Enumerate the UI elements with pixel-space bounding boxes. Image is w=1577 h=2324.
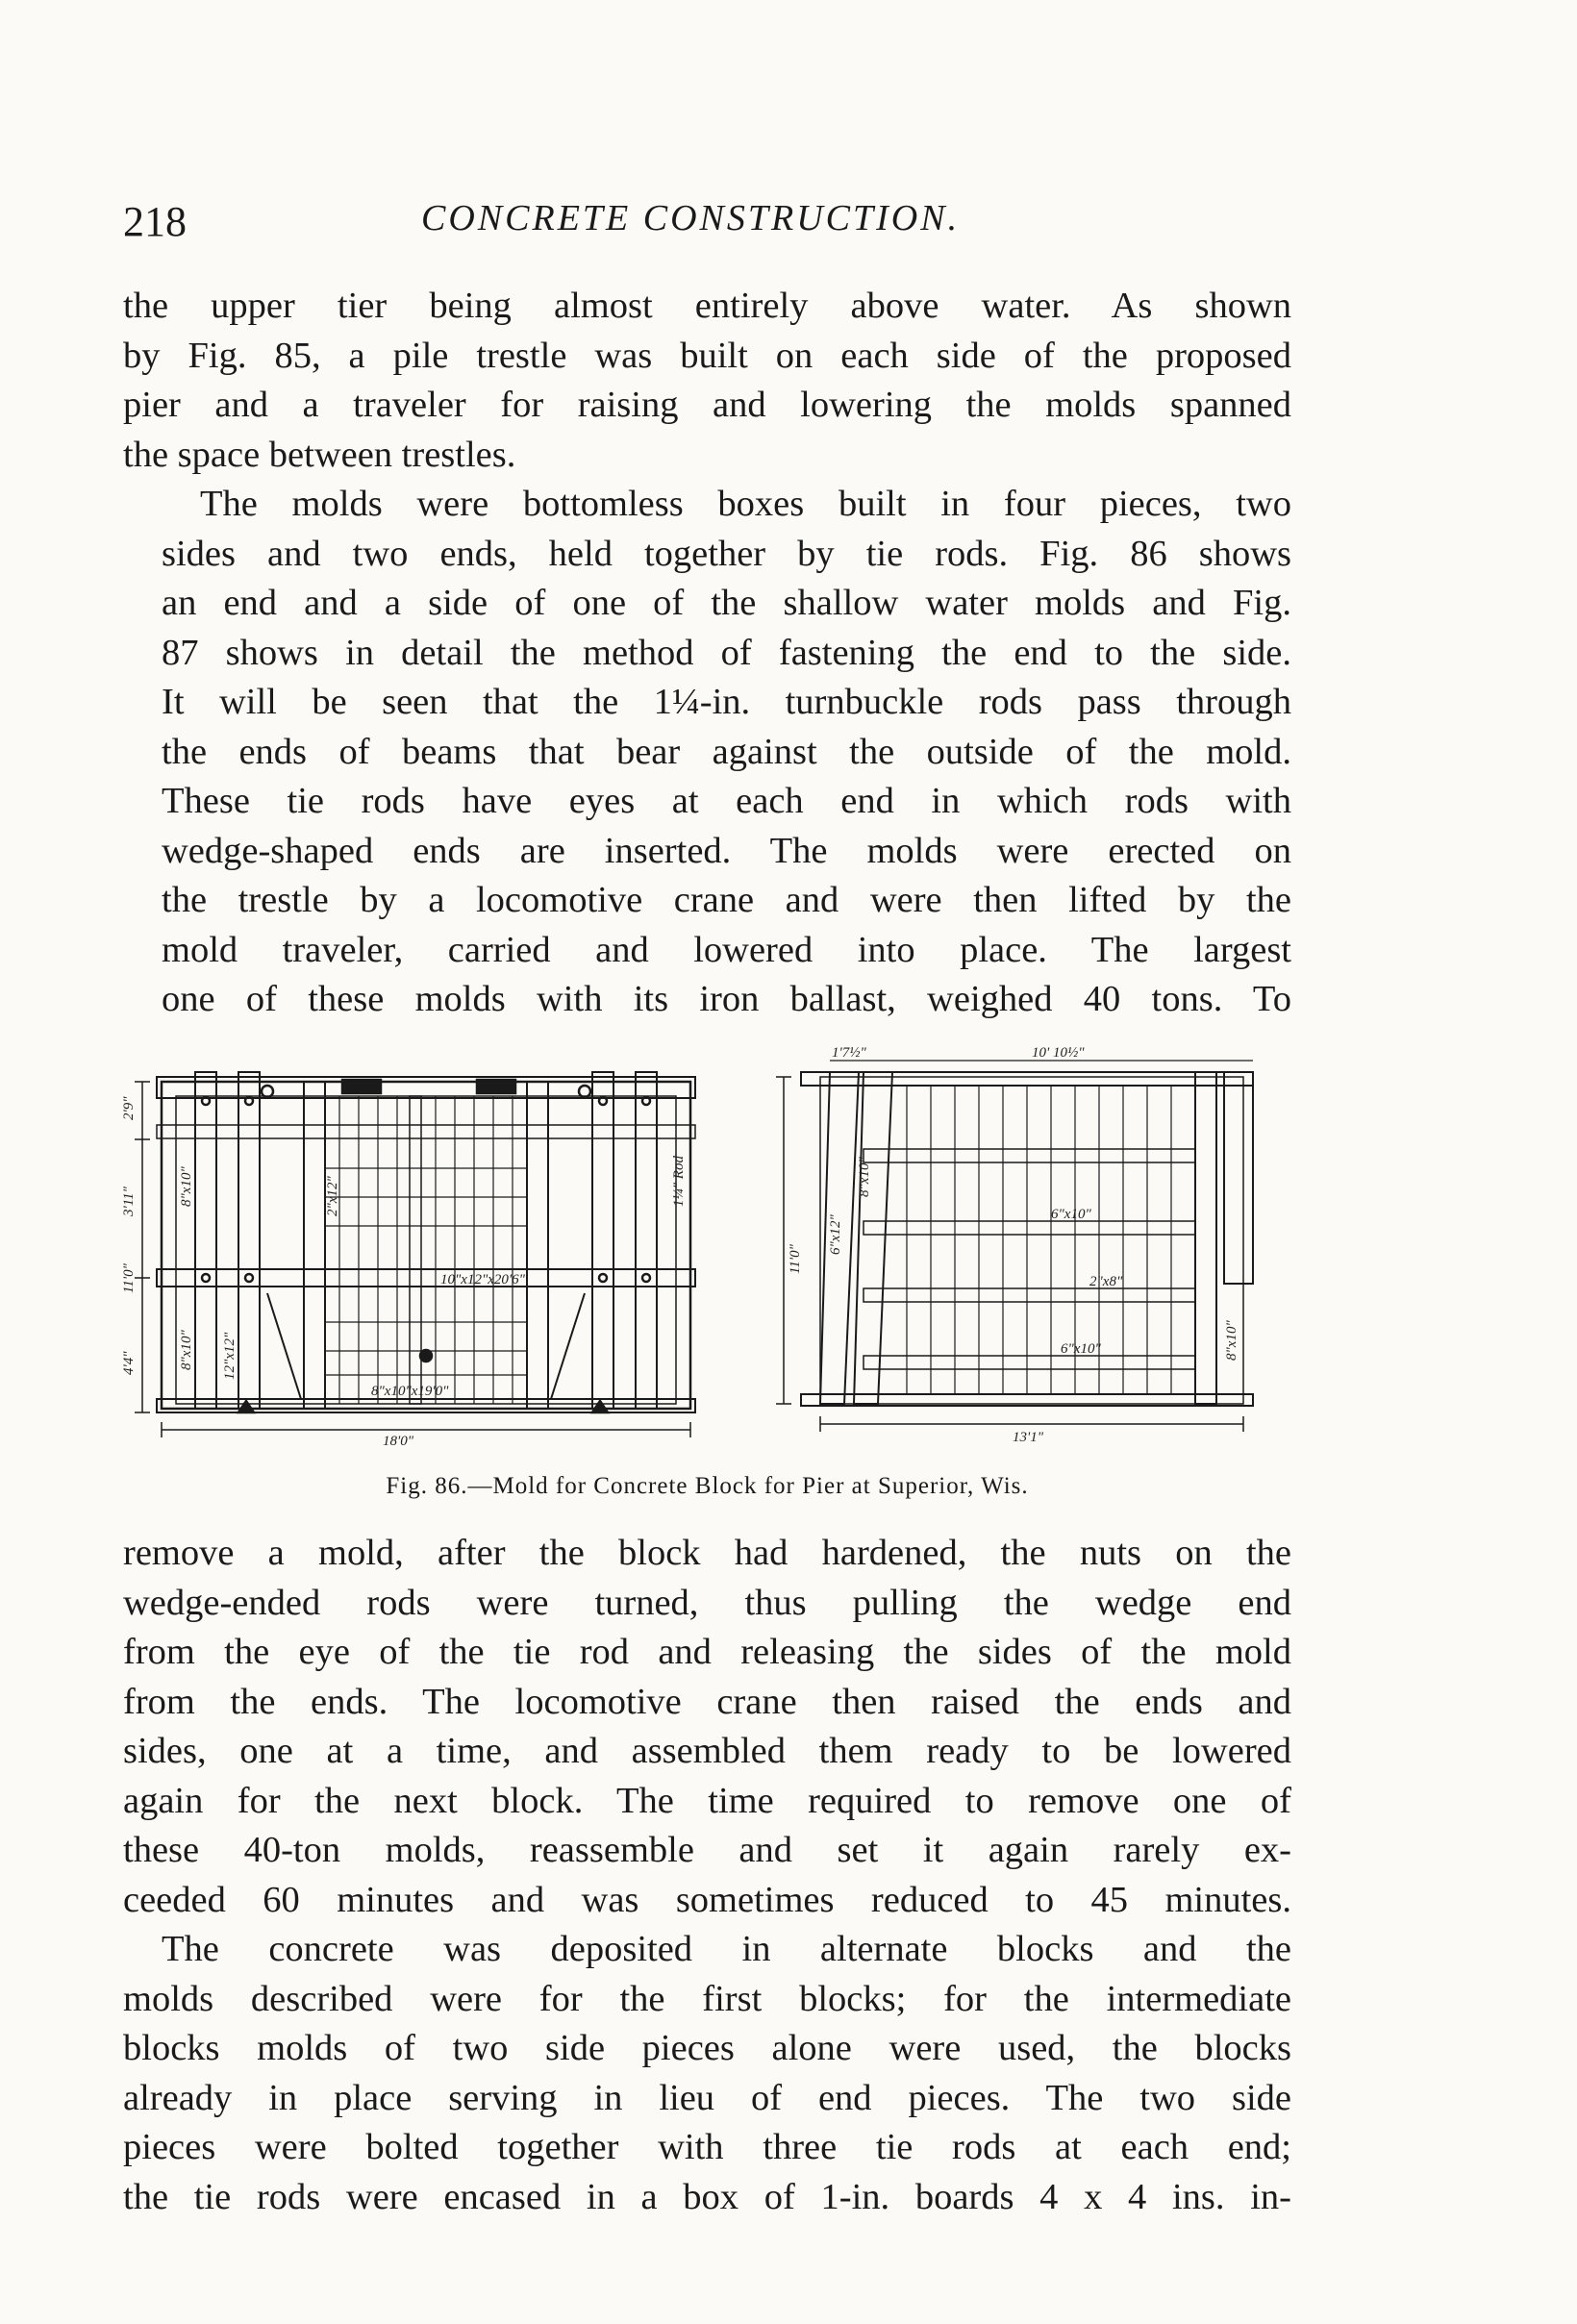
text-line: sides, one at a time, and assembled them ready to be lowered xyxy=(123,1731,1291,1771)
text-line: sides and two ends, held together by tie rods. Fig. 86 shows xyxy=(162,533,1291,574)
text-line: one of these molds with its iron ballast, weighed 40 tons. To xyxy=(162,979,1291,1019)
text-line: already in place serving in lieu of end pieces. The two side xyxy=(123,2077,1291,2118)
figure-86 xyxy=(123,1043,1291,1495)
text-line: It will be seen that the 1¼-in. turnbuckle rods pass through xyxy=(162,682,1291,722)
paragraph xyxy=(123,1925,1291,2222)
text-line: wedge-shaped ends are inserted. The molds were erected on xyxy=(162,830,1291,871)
text-line: mold traveler, carried and lowered into place. The largest xyxy=(162,929,1291,970)
dim-label: 3'11" xyxy=(121,1187,137,1216)
dim-label: 4'4" xyxy=(121,1351,137,1375)
mold-side-view-drawing xyxy=(772,1043,1291,1457)
text-block-bottom xyxy=(123,1529,1291,2222)
dim-label: 8"x10" xyxy=(857,1157,872,1197)
dim-label: 2"x8" xyxy=(1089,1274,1123,1289)
text-line: the ends of beams that bear against the outside of the mold. xyxy=(162,731,1291,772)
dim-label: 6"x10" xyxy=(1061,1341,1101,1357)
dim-label: 2'9" xyxy=(121,1096,137,1120)
text-line: remove a mold, after the block had hardened, the nuts on the xyxy=(123,1533,1291,1573)
text-line: The molds were bottomless boxes built in four pieces, two xyxy=(200,484,1291,524)
text-line: pier and a traveler for raising and lowering the molds spanned xyxy=(123,385,1291,425)
dim-label: 1¼" Rod xyxy=(671,1156,687,1207)
paragraph xyxy=(123,480,1291,1025)
dim-label: 10' 10½" xyxy=(1032,1045,1085,1061)
text-line: 87 shows in detail the method of fastening the end to the side. xyxy=(162,632,1291,673)
text-line: These tie rods have eyes at each end in which rods with xyxy=(162,781,1291,821)
dim-label: 10"x12"x20'6" xyxy=(440,1272,525,1287)
running-head xyxy=(123,197,1287,255)
text-line: the space between trestles. xyxy=(123,434,516,475)
text-line: from the eye of the tie rod and releasing the sides of the mold xyxy=(123,1632,1291,1672)
dim-label: 11'0" xyxy=(788,1244,803,1274)
text-line: molds described were for the first blocks; for the intermediate xyxy=(123,1978,1291,2019)
dim-label: 1'7½" xyxy=(832,1045,866,1061)
dim-label: 2"x12" xyxy=(325,1176,340,1216)
text-line: the trestle by a locomotive crane and were then lifted by the xyxy=(162,880,1291,920)
text-line: blocks molds of two side pieces alone were used, the blocks xyxy=(123,2028,1291,2068)
dim-label: 8"x10" xyxy=(179,1166,194,1207)
text-line: from the ends. The locomotive crane then raised the ends and xyxy=(123,1681,1291,1722)
dim-label: 8"x10"x19'0" xyxy=(371,1384,449,1399)
text-line: an end and a side of one of the shallow water molds and Fig. xyxy=(162,583,1291,623)
text-line: by Fig. 85, a pile trestle was built on each side of the proposed xyxy=(123,335,1291,376)
text-block-top xyxy=(123,282,1291,1025)
text-line: the tie rods were encased in a box of 1-in. boards 4 x 4 ins. in- xyxy=(123,2176,1291,2217)
dim-label: 8"x10" xyxy=(1224,1320,1239,1361)
dim-label: 12"x12" xyxy=(222,1332,238,1380)
paragraph xyxy=(123,282,1291,480)
text-line: again for the next block. The time required to remove one of xyxy=(123,1780,1291,1821)
dim-label: 13'1" xyxy=(1013,1430,1044,1445)
text-line: wedge-ended rods were turned, thus pulling the wedge end xyxy=(123,1582,1291,1623)
dim-label: 6"x12" xyxy=(828,1214,843,1255)
text-line: the upper tier being almost entirely above water. As shown xyxy=(123,286,1291,326)
page-number: 218 xyxy=(123,198,187,245)
text-line: these 40-ton molds, reassemble and set it again rarely ex- xyxy=(123,1830,1291,1870)
running-title: CONCRETE CONSTRUCTION. xyxy=(421,198,961,238)
text-line: pieces were bolted together with three tie rods at each end; xyxy=(123,2127,1291,2167)
text-line: The concrete was deposited in alternate blocks and the xyxy=(162,1929,1291,1969)
dim-label: 8"x10" xyxy=(179,1330,194,1370)
dim-label: 6"x10" xyxy=(1051,1207,1091,1222)
dim-label: 11'0" xyxy=(121,1263,137,1293)
dim-label: 18'0" xyxy=(383,1434,414,1449)
mold-end-view-drawing xyxy=(123,1043,738,1457)
figure-caption: Fig. 86.—Mold for Concrete Block for Pier at Superior, Wis. xyxy=(386,1473,1029,1499)
paragraph xyxy=(123,1529,1291,1925)
text-line: ceeded 60 minutes and was sometimes reduced to 45 minutes. xyxy=(123,1879,1291,1920)
